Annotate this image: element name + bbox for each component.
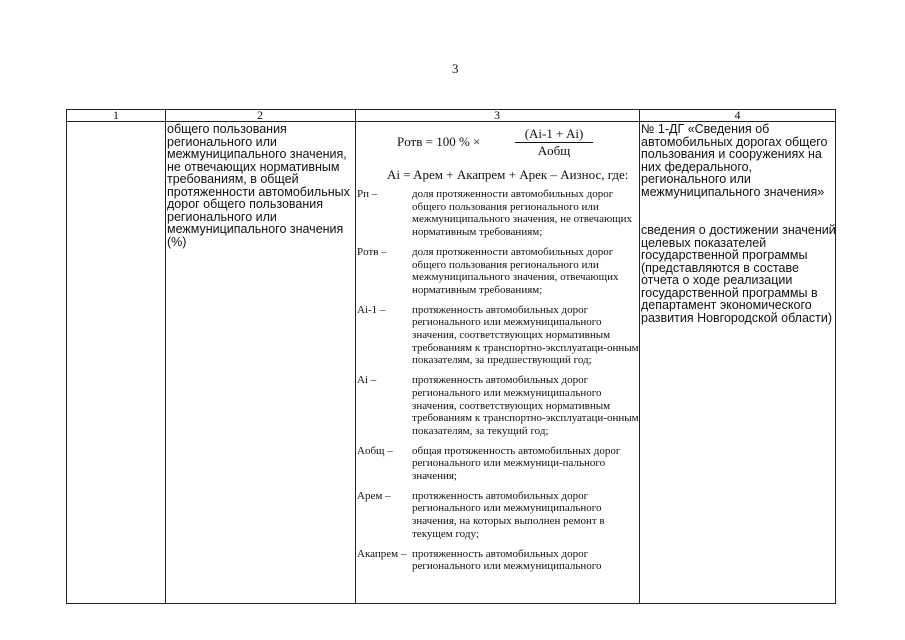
definition-symbol: Pп –	[357, 188, 378, 200]
definitions-list	[357, 188, 641, 580]
definition-symbol: Ai –	[357, 374, 377, 387]
definition-item	[357, 188, 641, 239]
definition-item	[357, 304, 641, 368]
header-col-4: 4	[734, 108, 741, 122]
definition-symbol: Aрем –	[357, 489, 391, 502]
definition-symbol: Aкапрем –	[357, 547, 407, 560]
indicator-table	[66, 109, 836, 604]
definition-item	[357, 445, 641, 483]
header-col-2: 2	[257, 108, 263, 122]
formula-numerator: (Ai-1 + Ai)	[524, 126, 584, 141]
definition-text: общая протяженность автомобильных дорог регионального или межмуници-пального значения;	[412, 444, 621, 483]
page-number: 3	[452, 61, 459, 76]
data-source-column	[641, 123, 836, 324]
source-form-text: № 1-ДГ «Сведения об автомобильных дорогах общего пользования и сооружениях на них федерального, регионального или межмуниципального значения»	[641, 122, 828, 199]
definition-text: доля протяженности автомобильных дорог общего пользования регионального или межмуниципального значения, отвечающих нормативным требованиям;	[412, 245, 619, 296]
definition-text: протяженность автомобильных дорог регионального или межмуниципального значения, соответствующих нормативным требованиям к транспортно-эксплуатаци-онным показателям, за предшествующий год;	[412, 303, 639, 367]
definition-text: протяженность автомобильных дорог регионального или межмуниципального	[412, 547, 602, 573]
column-divider	[165, 110, 166, 603]
definition-symbol: Aобщ –	[357, 444, 393, 457]
definition-item	[357, 246, 641, 297]
definition-symbol: Pотв –	[357, 245, 387, 258]
definition-symbol: Ai-1 –	[357, 303, 386, 316]
column-divider	[355, 110, 356, 603]
formula-denominator: Aобщ	[537, 143, 571, 158]
header-col-3: 3	[494, 108, 500, 122]
definition-text: доля протяженности автомобильных дорог общего пользования регионального или межмуниципального значения, не отвечающих нормативным требованиям;	[412, 188, 633, 239]
definition-item	[357, 490, 641, 541]
definition-text: протяженность автомобильных дорог регионального или межмуниципального значения, соответствующих нормативным требованиям к транспортно-эксплуатаци-онным показателям, за текущий год;	[412, 374, 639, 437]
header-col-1: 1	[113, 108, 119, 122]
indicator-description: общего пользования регионального или межмуниципального значения, не отвечающих нормативным требованиям, в общей протяженности автомобильных дорог общего пользования регионального или межмуниципального значения (%)	[167, 122, 350, 249]
definition-item	[357, 548, 641, 573]
source-report-text: сведения о достижении значений целевых показателей государственной программы (представляются в составе отчета о ходе реализации государственной программы в департамент экономического развития Новгородской области)	[641, 223, 836, 325]
formula-secondary: Ai = Aрем + Aкапрем + Aрек – Aизнос, где:	[387, 167, 629, 182]
formula-lhs: Pотв = 100 % ×	[397, 134, 481, 149]
definition-text: протяженность автомобильных дорог регионального или межмуниципального значения, на которых выполнен ремонт в текущем году;	[412, 489, 605, 540]
definition-item	[357, 374, 641, 438]
